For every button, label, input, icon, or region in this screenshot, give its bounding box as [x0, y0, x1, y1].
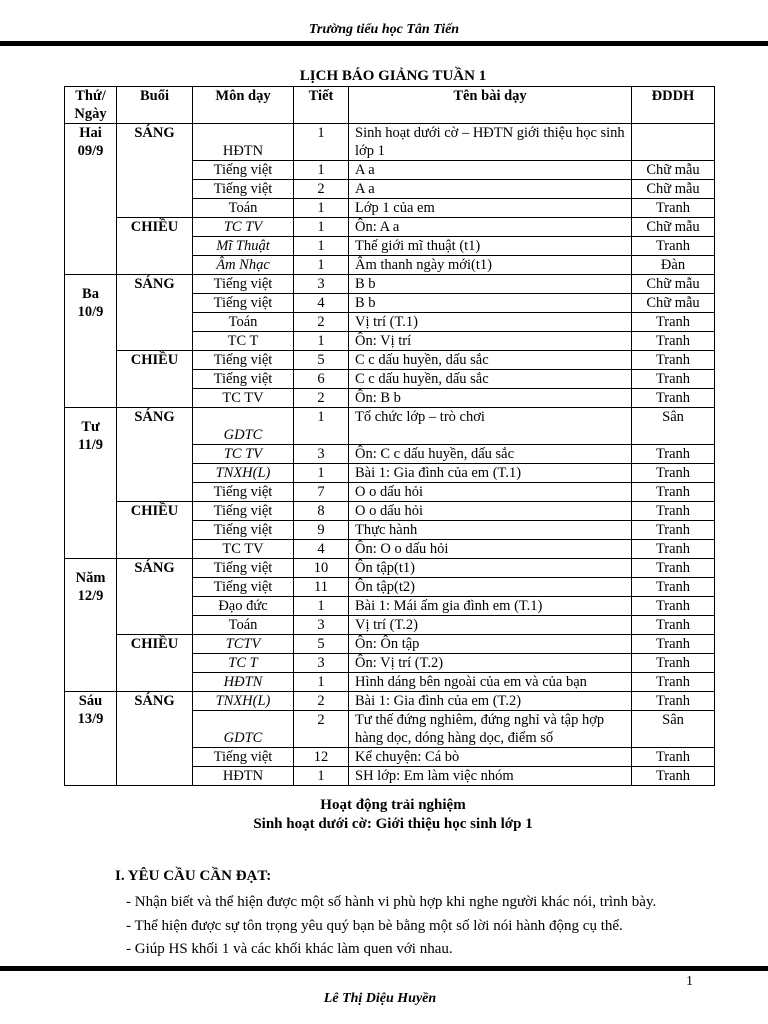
day-cell [65, 692, 117, 786]
page-number: 1 [686, 974, 693, 989]
subject-cell: TC TV [193, 540, 294, 559]
lesson-cell: Sinh hoạt dưới cờ – HĐTN giới thiệu học sinh lớp 1 [349, 124, 632, 161]
period-cell: 8 [294, 502, 349, 521]
equipment-cell: Tranh [632, 483, 715, 502]
subject-cell: Tiếng việt [193, 370, 294, 389]
schedule-table [64, 86, 715, 786]
equipment-cell: Tranh [632, 654, 715, 673]
equipment-cell: Sân [632, 408, 715, 445]
lesson-cell: Tổ chức lớp – trò chơi [349, 408, 632, 445]
lesson-cell: Tư thế đứng nghiêm, đứng nghỉ và tập hợp hàng dọc, dóng hàng dọc, điểm số [349, 711, 632, 748]
equipment-cell: Sân [632, 711, 715, 748]
lesson-cell: Bài 1: Gia đình của em (T.2) [349, 692, 632, 711]
period-cell: 3 [294, 616, 349, 635]
subject-cell: Đạo đức [193, 597, 294, 616]
lesson-cell: Ôn: B b [349, 389, 632, 408]
lesson-cell: Âm thanh ngày mới(t1) [349, 256, 632, 275]
lesson-cell: Ôn: Ôn tập [349, 635, 632, 654]
day-name: Ba [82, 286, 99, 302]
lesson-cell: Ôn: C c dấu huyền, dấu sắc [349, 445, 632, 464]
period-cell: 1 [294, 199, 349, 218]
session-cell: CHIỀU [117, 218, 193, 275]
activity-subtitle: Sinh hoạt dưới cờ: Giới thiệu học sinh lớp 1 [253, 816, 533, 832]
lesson-cell: Bài 1: Gia đình của em (T.1) [349, 464, 632, 483]
lesson-cell: Vị trí (T.1) [349, 313, 632, 332]
equipment-cell: Tranh [632, 313, 715, 332]
equipment-cell: Tranh [632, 521, 715, 540]
equipment-cell: Tranh [632, 237, 715, 256]
equipment-cell: Tranh [632, 616, 715, 635]
subject-cell: TNXH(L) [193, 464, 294, 483]
author-footer: Lê Thị Diệu Huyền [323, 991, 437, 1006]
activity-heading [0, 796, 768, 834]
period-cell: 1 [294, 237, 349, 256]
list-item: - Giúp HS khối 1 và các khối khác làm quen với nhau. [126, 941, 453, 957]
lesson-cell: Bài 1: Mái ấm gia đình em (T.1) [349, 597, 632, 616]
period-cell: 1 [294, 767, 349, 786]
subject-cell: Tiếng việt [193, 180, 294, 199]
day-cell [65, 124, 117, 275]
period-cell: 1 [294, 124, 349, 161]
session-cell: CHIỀU [117, 502, 193, 559]
subject-cell: Tiếng việt [193, 502, 294, 521]
lesson-cell: B b [349, 275, 632, 294]
day-date: 12/9 [77, 588, 104, 604]
subject-cell: HĐTN [193, 124, 294, 161]
subject-cell: TC TV [193, 445, 294, 464]
table-row [65, 275, 715, 294]
session-cell: CHIỀU [117, 635, 193, 692]
lesson-cell: O o dấu hỏi [349, 502, 632, 521]
lesson-cell: Ôn: O o dấu hỏi [349, 540, 632, 559]
equipment-cell: Tranh [632, 540, 715, 559]
period-cell: 2 [294, 711, 349, 748]
day-date: 10/9 [77, 304, 104, 320]
equipment-cell: Đàn [632, 256, 715, 275]
subject-cell: Tiếng việt [193, 578, 294, 597]
equipment-cell: Tranh [632, 370, 715, 389]
equipment-cell: Chữ mẫu [632, 275, 715, 294]
subject-cell: Tiếng việt [193, 161, 294, 180]
table-row [65, 692, 715, 711]
subject-cell: Tiếng việt [193, 748, 294, 767]
equipment-cell: Tranh [632, 559, 715, 578]
equipment-cell: Chữ mẫu [632, 294, 715, 313]
lesson-cell: Ôn tập(t2) [349, 578, 632, 597]
lesson-cell: Kể chuyện: Cá bò [349, 748, 632, 767]
equipment-cell: Tranh [632, 597, 715, 616]
schedule-title: LỊCH BÁO GIẢNG TUẦN 1 [299, 68, 487, 84]
session-cell: SÁNG [117, 275, 193, 351]
school-header: Trường tiểu học Tân Tiến [308, 22, 460, 37]
subject-cell: TNXH(L) [193, 692, 294, 711]
equipment-cell: Tranh [632, 673, 715, 692]
period-cell: 1 [294, 332, 349, 351]
table-row [65, 124, 715, 161]
lesson-cell: Thế giới mĩ thuật (t1) [349, 237, 632, 256]
equipment-cell: Tranh [632, 199, 715, 218]
session-cell: SÁNG [117, 124, 193, 218]
table-row [65, 218, 715, 237]
equipment-cell: Tranh [632, 464, 715, 483]
subject-cell: TC T [193, 654, 294, 673]
subject-cell: Toán [193, 616, 294, 635]
requirements-heading: I. YÊU CẦU CẦN ĐẠT: [115, 868, 272, 884]
subject-cell: Tiếng việt [193, 294, 294, 313]
period-cell: 2 [294, 692, 349, 711]
day-cell [65, 408, 117, 559]
col-header-period: Tiết [294, 87, 349, 124]
equipment-cell: Tranh [632, 351, 715, 370]
requirements-list [126, 891, 656, 962]
table-row [65, 351, 715, 370]
day-name: Sáu [78, 693, 103, 709]
equipment-cell: Tranh [632, 445, 715, 464]
period-cell: 3 [294, 445, 349, 464]
lesson-cell: Ôn: Vị trí [349, 332, 632, 351]
subject-cell: HĐTN [193, 673, 294, 692]
period-cell: 1 [294, 464, 349, 483]
footer-rule [0, 966, 768, 971]
session-cell: SÁNG [117, 559, 193, 635]
list-item: - Nhận biết và thể hiện được một số hành vi phù hợp khi nghe người khác nói, trình bày. [126, 894, 657, 910]
period-cell: 4 [294, 540, 349, 559]
equipment-cell: Tranh [632, 332, 715, 351]
day-date: 11/9 [78, 437, 103, 453]
list-item: - Thể hiện được sự tôn trọng yêu quý bạn bè bằng một số lời nói hành động cụ thể. [126, 917, 623, 934]
session-cell: SÁNG [117, 692, 193, 786]
period-cell: 6 [294, 370, 349, 389]
subject-cell: Tiếng việt [193, 559, 294, 578]
equipment-cell: Tranh [632, 692, 715, 711]
day-date: 09/9 [77, 143, 104, 159]
subject-cell: Tiếng việt [193, 521, 294, 540]
day-name: Tư [81, 419, 100, 435]
day-date: 13/9 [77, 711, 104, 727]
lesson-cell: Lớp 1 của em [349, 199, 632, 218]
session-cell: CHIỀU [117, 351, 193, 408]
equipment-cell [632, 124, 715, 161]
equipment-cell: Tranh [632, 389, 715, 408]
subject-cell: Toán [193, 199, 294, 218]
equipment-cell: Tranh [632, 635, 715, 654]
col-header-session: Buổi [117, 87, 193, 124]
day-name: Hai [79, 125, 102, 141]
lesson-cell: A a [349, 180, 632, 199]
subject-cell: Toán [193, 313, 294, 332]
col-header-equipment: ĐDDH [632, 87, 715, 124]
lesson-cell: Ôn: Vị trí (T.2) [349, 654, 632, 673]
period-cell: 5 [294, 635, 349, 654]
subject-cell: GDTC [193, 711, 294, 748]
subject-cell: Âm Nhạc [193, 256, 294, 275]
period-cell: 1 [294, 161, 349, 180]
lesson-cell: Ôn tập(t1) [349, 559, 632, 578]
equipment-cell: Tranh [632, 502, 715, 521]
period-cell: 5 [294, 351, 349, 370]
lesson-cell: Ôn: A a [349, 218, 632, 237]
col-header-subject: Môn dạy [193, 87, 294, 124]
subject-cell: TC TV [193, 218, 294, 237]
period-cell: 9 [294, 521, 349, 540]
equipment-cell: Chữ mẫu [632, 180, 715, 199]
equipment-cell: Chữ mẫu [632, 218, 715, 237]
subject-cell: TC T [193, 332, 294, 351]
table-header-row [65, 87, 715, 124]
period-cell: 7 [294, 483, 349, 502]
period-cell: 2 [294, 180, 349, 199]
subject-cell: HĐTN [193, 767, 294, 786]
lesson-cell: Hình dáng bên ngoài của em và của bạn [349, 673, 632, 692]
header-rule [0, 41, 768, 46]
subject-cell: Tiếng việt [193, 483, 294, 502]
period-cell: 10 [294, 559, 349, 578]
day-cell [65, 275, 117, 408]
session-cell: SÁNG [117, 408, 193, 502]
subject-cell: GDTC [193, 408, 294, 445]
equipment-cell: Tranh [632, 578, 715, 597]
table-row [65, 502, 715, 521]
period-cell: 3 [294, 654, 349, 673]
lesson-cell: C c dấu huyền, dấu sắc [349, 351, 632, 370]
period-cell: 12 [294, 748, 349, 767]
lesson-cell: O o dấu hỏi [349, 483, 632, 502]
col-header-day: Thứ/ Ngày [65, 87, 117, 124]
lesson-cell: SH lớp: Em làm việc nhóm [349, 767, 632, 786]
equipment-cell: Chữ mẫu [632, 161, 715, 180]
equipment-cell: Tranh [632, 748, 715, 767]
subject-cell: Mĩ Thuật [193, 237, 294, 256]
period-cell: 1 [294, 218, 349, 237]
subject-cell: TC TV [193, 389, 294, 408]
lesson-cell: B b [349, 294, 632, 313]
period-cell: 1 [294, 408, 349, 445]
table-row [65, 408, 715, 445]
col-header-lesson: Tên bài dạy [349, 87, 632, 124]
lesson-cell: Vị trí (T.2) [349, 616, 632, 635]
table-row [65, 559, 715, 578]
period-cell: 1 [294, 673, 349, 692]
day-cell [65, 559, 117, 692]
period-cell: 2 [294, 313, 349, 332]
lesson-cell: A a [349, 161, 632, 180]
day-name: Năm [75, 570, 106, 586]
period-cell: 4 [294, 294, 349, 313]
subject-cell: Tiếng việt [193, 275, 294, 294]
equipment-cell: Tranh [632, 767, 715, 786]
period-cell: 2 [294, 389, 349, 408]
lesson-cell: Thực hành [349, 521, 632, 540]
table-row [65, 635, 715, 654]
period-cell: 1 [294, 256, 349, 275]
period-cell: 3 [294, 275, 349, 294]
subject-cell: Tiếng việt [193, 351, 294, 370]
period-cell: 1 [294, 597, 349, 616]
subject-cell: TCTV [193, 635, 294, 654]
activity-title: Hoạt động trải nghiệm [320, 797, 466, 813]
period-cell: 11 [294, 578, 349, 597]
lesson-cell: C c dấu huyền, dấu sắc [349, 370, 632, 389]
